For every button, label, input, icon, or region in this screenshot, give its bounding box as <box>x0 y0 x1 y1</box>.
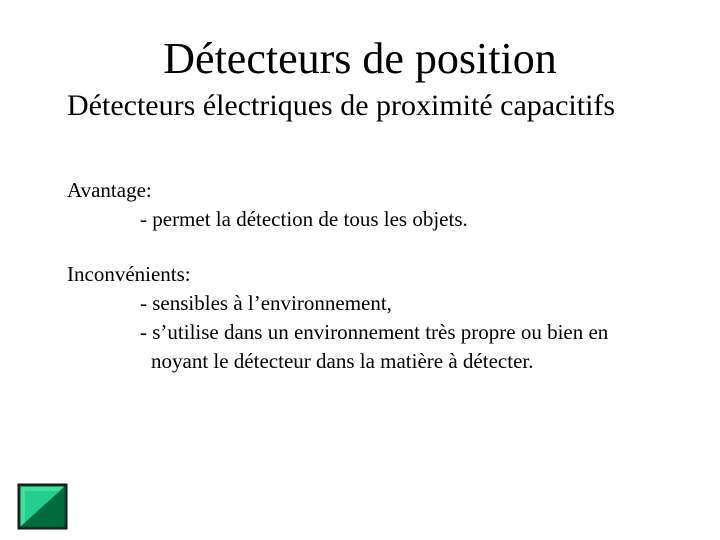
advantages-section <box>67 176 468 234</box>
drawbacks-section <box>67 260 608 376</box>
advantages-heading: Avantage: <box>67 178 152 202</box>
drawback-item-continuation: noyant le détecteur dans la matière à détecter. <box>151 349 534 373</box>
nav-triangle-icon <box>17 483 68 530</box>
drawbacks-heading: Inconvénients: <box>67 262 191 286</box>
drawback-item: - sensibles à l’environnement, <box>140 291 392 315</box>
slide-title: Détecteurs de position <box>163 34 557 83</box>
drawback-item: - s’utilise dans un environnement très propre ou bien en <box>140 320 609 344</box>
slide-subtitle: Détecteurs électriques de proximité capacitifs <box>67 89 616 122</box>
advantage-item: - permet la détection de tous les objets. <box>140 207 468 231</box>
navigation-button[interactable] <box>17 483 68 530</box>
